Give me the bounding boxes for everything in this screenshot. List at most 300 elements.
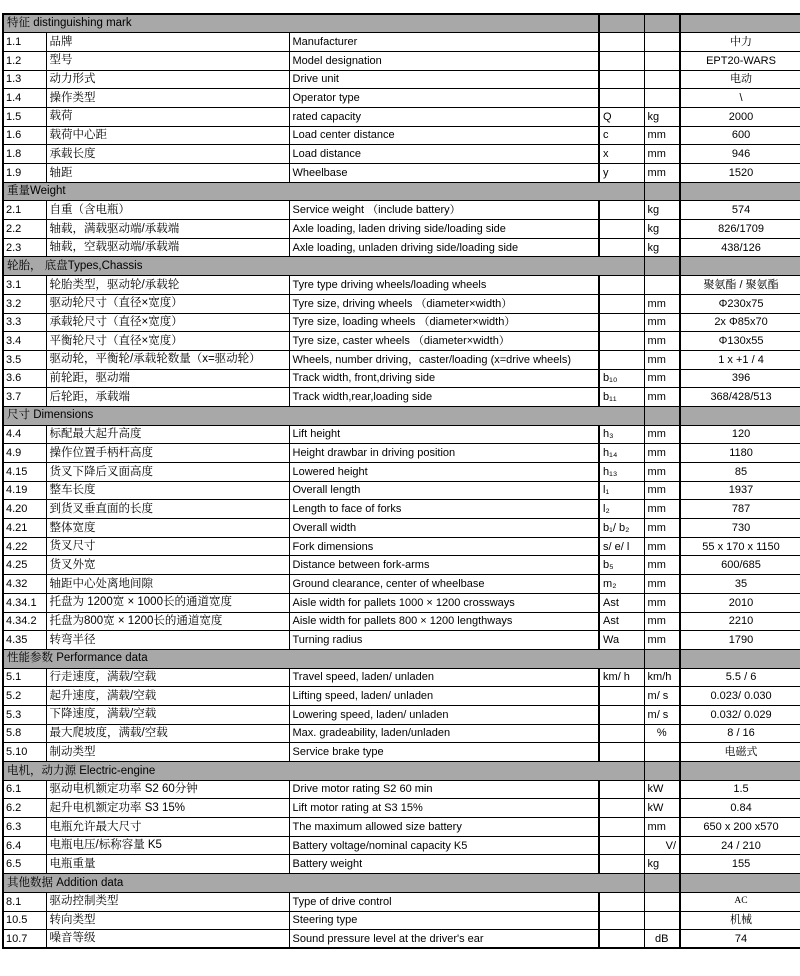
value: 35 [680, 575, 800, 594]
symbol: y [599, 164, 644, 183]
label-en: Distance between fork-arms [289, 556, 599, 575]
unit: mm [644, 444, 680, 463]
row-number: 4.4 [3, 425, 46, 444]
label-en: Service brake type [289, 743, 599, 762]
spec-row [3, 238, 800, 257]
symbol [599, 818, 644, 837]
symbol [599, 705, 644, 724]
row-number: 1.5 [3, 107, 46, 126]
spec-row [3, 332, 800, 351]
value: 0.023/ 0.030 [680, 687, 800, 706]
label-en: Lowered height [289, 463, 599, 482]
label-en: Track width,rear,loading side [289, 388, 599, 407]
label-en: Load distance [289, 145, 599, 164]
spec-row [3, 481, 800, 500]
symbol: l₂ [599, 500, 644, 519]
value: 2x Φ85x70 [680, 313, 800, 332]
symbol [599, 313, 644, 332]
value: 0.032/ 0.029 [680, 705, 800, 724]
symbol [599, 930, 644, 949]
unit: mm [644, 425, 680, 444]
value: 1 x +1 / 4 [680, 350, 800, 369]
label-en: Axle loading, unladen driving side/loading side [289, 238, 599, 257]
section-header-label: 性能参数 Performance data [3, 649, 644, 668]
unit [644, 892, 680, 911]
value: 电磁式 [680, 743, 800, 762]
label-en: Sound pressure level at the driver's ear [289, 930, 599, 949]
unit: km/h [644, 668, 680, 687]
section-header-row [3, 762, 800, 781]
spec-row [3, 911, 800, 930]
unit [644, 743, 680, 762]
value: AC [680, 892, 800, 911]
section-value-cell [680, 14, 800, 33]
spec-row [3, 687, 800, 706]
label-en: rated capacity [289, 107, 599, 126]
symbol: s/ e/ l [599, 537, 644, 556]
value: 2010 [680, 593, 800, 612]
symbol [599, 201, 644, 220]
symbol: x [599, 145, 644, 164]
symbol [599, 855, 644, 874]
section-header-label: 特征 distinguishing mark [3, 14, 599, 33]
section-unit-cell [644, 874, 680, 893]
label-zh: 电瓶允许最大尺寸 [46, 818, 289, 837]
label-en: Wheels, number driving，caster/loading (x=drive wheels) [289, 350, 599, 369]
unit: mm [644, 519, 680, 538]
unit: mm [644, 388, 680, 407]
label-en: Tyre type driving wheels/loading wheels [289, 276, 599, 295]
unit: mm [644, 294, 680, 313]
unit: mm [644, 369, 680, 388]
label-en: Manufacturer [289, 33, 599, 52]
spec-row [3, 780, 800, 799]
row-number: 1.9 [3, 164, 46, 183]
row-number: 1.3 [3, 70, 46, 89]
spec-row [3, 799, 800, 818]
label-zh: 载荷 [46, 107, 289, 126]
label-zh: 操作类型 [46, 89, 289, 108]
value: 574 [680, 201, 800, 220]
label-en: Service weight （include battery） [289, 201, 599, 220]
spec-row [3, 425, 800, 444]
value: 电动 [680, 70, 800, 89]
label-en: Steering type [289, 911, 599, 930]
label-zh: 噪音等级 [46, 930, 289, 949]
spec-row [3, 743, 800, 762]
row-number: 4.15 [3, 463, 46, 482]
label-zh: 货叉下降后叉面高度 [46, 463, 289, 482]
value: 120 [680, 425, 800, 444]
row-number: 6.4 [3, 836, 46, 855]
label-zh: 轴距中心处离地间隙 [46, 575, 289, 594]
section-unit-cell [644, 649, 680, 668]
spec-row [3, 276, 800, 295]
unit: mm [644, 126, 680, 145]
value: 85 [680, 463, 800, 482]
label-zh: 轴载，空载驱动端/承载端 [46, 238, 289, 257]
symbol: km/ h [599, 668, 644, 687]
spec-row [3, 537, 800, 556]
section-header-row [3, 257, 800, 276]
label-en: Travel speed, laden/ unladen [289, 668, 599, 687]
value: 600 [680, 126, 800, 145]
section-value-cell [680, 406, 800, 425]
row-number: 3.7 [3, 388, 46, 407]
section-unit-cell [644, 182, 680, 201]
label-en: Lift motor rating at S3 15% [289, 799, 599, 818]
row-number: 5.8 [3, 724, 46, 743]
symbol [599, 33, 644, 52]
symbol [599, 836, 644, 855]
value: 74 [680, 930, 800, 949]
label-en: Aisle width for pallets 1000 × 1200 crossways [289, 593, 599, 612]
symbol: Wa [599, 631, 644, 650]
section-header-label: 重量Weight [3, 182, 644, 201]
symbol: l₁ [599, 481, 644, 500]
spec-row [3, 294, 800, 313]
symbol [599, 294, 644, 313]
unit: mm [644, 145, 680, 164]
row-number: 5.3 [3, 705, 46, 724]
section-header-row [3, 649, 800, 668]
label-en: Tyre size, driving wheels （diameter×width） [289, 294, 599, 313]
label-zh: 驱动轮尺寸（直径×宽度） [46, 294, 289, 313]
section-header-row [3, 874, 800, 893]
label-zh: 自重（含电瓶） [46, 201, 289, 220]
row-number: 4.35 [3, 631, 46, 650]
unit: mm [644, 575, 680, 594]
row-number: 3.1 [3, 276, 46, 295]
label-zh: 操作位置手柄杆高度 [46, 444, 289, 463]
row-number: 4.22 [3, 537, 46, 556]
row-number: 1.1 [3, 33, 46, 52]
value: Φ230x75 [680, 294, 800, 313]
spec-row [3, 930, 800, 949]
row-number: 4.34.1 [3, 593, 46, 612]
spec-row [3, 724, 800, 743]
unit: kg [644, 201, 680, 220]
label-zh: 到货叉垂直面的长度 [46, 500, 289, 519]
unit: mm [644, 350, 680, 369]
row-number: 4.21 [3, 519, 46, 538]
label-en: Type of drive control [289, 892, 599, 911]
label-zh: 电瓶电压/标称容量 K5 [46, 836, 289, 855]
value: 1790 [680, 631, 800, 650]
unit [644, 51, 680, 70]
spec-row [3, 126, 800, 145]
unit: % [644, 724, 680, 743]
section-unit-cell [644, 14, 680, 33]
value: 600/685 [680, 556, 800, 575]
value: 24 / 210 [680, 836, 800, 855]
label-en: Axle loading, laden driving side/loading side [289, 220, 599, 239]
symbol [599, 687, 644, 706]
label-zh: 平衡轮尺寸（直径×宽度） [46, 332, 289, 351]
value: 650 x 200 x570 [680, 818, 800, 837]
label-en: Load center distance [289, 126, 599, 145]
label-en: Max. gradeability, laden/unladen [289, 724, 599, 743]
label-zh: 起升电机额定功率 S3 15% [46, 799, 289, 818]
row-number: 4.19 [3, 481, 46, 500]
unit: kg [644, 220, 680, 239]
label-zh: 承载长度 [46, 145, 289, 164]
label-en: Lifting speed, laden/ unladen [289, 687, 599, 706]
row-number: 5.1 [3, 668, 46, 687]
spec-row [3, 500, 800, 519]
label-en: Lowering speed, laden/ unladen [289, 705, 599, 724]
label-en: Aisle width for pallets 800 × 1200 lengthways [289, 612, 599, 631]
section-value-cell [680, 649, 800, 668]
unit [644, 70, 680, 89]
value: 8 / 16 [680, 724, 800, 743]
label-zh: 转弯半径 [46, 631, 289, 650]
section-header-row [3, 14, 800, 33]
spec-table [2, 13, 800, 949]
value: 0.84 [680, 799, 800, 818]
label-zh: 下降速度，满载/空载 [46, 705, 289, 724]
value: 1520 [680, 164, 800, 183]
value: 55 x 170 x 1150 [680, 537, 800, 556]
label-zh: 最大爬坡度，满载/空载 [46, 724, 289, 743]
row-number: 4.20 [3, 500, 46, 519]
unit: m/ s [644, 687, 680, 706]
symbol [599, 238, 644, 257]
label-en: Fork dimensions [289, 537, 599, 556]
unit: mm [644, 537, 680, 556]
unit [644, 276, 680, 295]
label-zh: 起升速度，满载/空载 [46, 687, 289, 706]
symbol: b₁/ b₂ [599, 519, 644, 538]
label-zh: 货叉尺寸 [46, 537, 289, 556]
unit: mm [644, 481, 680, 500]
section-unit-cell [644, 762, 680, 781]
label-en: Battery weight [289, 855, 599, 874]
label-en: Wheelbase [289, 164, 599, 183]
row-number: 6.5 [3, 855, 46, 874]
value: 5.5 / 6 [680, 668, 800, 687]
section-value-cell [680, 762, 800, 781]
label-en: Drive unit [289, 70, 599, 89]
spec-row [3, 444, 800, 463]
spec-row [3, 164, 800, 183]
spec-row [3, 107, 800, 126]
spec-row [3, 593, 800, 612]
value: 368/428/513 [680, 388, 800, 407]
row-number: 3.3 [3, 313, 46, 332]
symbol [599, 780, 644, 799]
symbol [599, 799, 644, 818]
unit [644, 89, 680, 108]
section-value-cell [680, 874, 800, 893]
spec-row [3, 33, 800, 52]
value: 730 [680, 519, 800, 538]
label-zh: 转向类型 [46, 911, 289, 930]
value: 946 [680, 145, 800, 164]
spec-row [3, 705, 800, 724]
spec-row [3, 892, 800, 911]
row-number: 2.1 [3, 201, 46, 220]
row-number: 4.34.2 [3, 612, 46, 631]
spec-row [3, 220, 800, 239]
row-number: 3.6 [3, 369, 46, 388]
label-en: Height drawbar in driving position [289, 444, 599, 463]
label-zh: 标配最大起升高度 [46, 425, 289, 444]
symbol [599, 724, 644, 743]
value: 中力 [680, 33, 800, 52]
symbol: h₁₃ [599, 463, 644, 482]
label-zh: 托盘为 1200宽 × 1000长的通道宽度 [46, 593, 289, 612]
label-zh: 整车长度 [46, 481, 289, 500]
symbol [599, 332, 644, 351]
row-number: 3.4 [3, 332, 46, 351]
label-zh: 驱动电机额定功率 S2 60分钟 [46, 780, 289, 799]
spec-row [3, 556, 800, 575]
symbol [599, 220, 644, 239]
value: 438/126 [680, 238, 800, 257]
symbol: b₁₁ [599, 388, 644, 407]
label-zh: 品牌 [46, 33, 289, 52]
section-value-cell [680, 257, 800, 276]
unit: kW [644, 799, 680, 818]
row-number: 4.9 [3, 444, 46, 463]
unit: dB [644, 930, 680, 949]
label-en: Drive motor rating S2 60 min [289, 780, 599, 799]
unit: kg [644, 855, 680, 874]
label-zh: 制动类型 [46, 743, 289, 762]
row-number: 1.6 [3, 126, 46, 145]
section-header-row [3, 406, 800, 425]
symbol: Ast [599, 612, 644, 631]
spec-row [3, 668, 800, 687]
label-zh: 轮胎类型，驱动轮/承载轮 [46, 276, 289, 295]
label-zh: 承载轮尺寸（直径×宽度） [46, 313, 289, 332]
section-unit-cell [644, 406, 680, 425]
symbol: c [599, 126, 644, 145]
unit: m/ s [644, 705, 680, 724]
unit: mm [644, 463, 680, 482]
label-en: Length to face of forks [289, 500, 599, 519]
spec-row [3, 575, 800, 594]
section-symbol-cell [599, 14, 644, 33]
value: 2210 [680, 612, 800, 631]
label-zh: 轴载，满载驱动端/承载端 [46, 220, 289, 239]
value: 396 [680, 369, 800, 388]
symbol: b₁₀ [599, 369, 644, 388]
unit [644, 911, 680, 930]
unit: kg [644, 107, 680, 126]
label-en: Overall width [289, 519, 599, 538]
section-header-label: 尺寸 Dimensions [3, 406, 644, 425]
value: 155 [680, 855, 800, 874]
label-en: Lift height [289, 425, 599, 444]
spec-row [3, 818, 800, 837]
row-number: 1.2 [3, 51, 46, 70]
label-zh: 驱动轮，平衡轮/承载轮数量（x=驱动轮） [46, 350, 289, 369]
spec-row [3, 463, 800, 482]
unit: mm [644, 164, 680, 183]
label-zh: 电瓶重量 [46, 855, 289, 874]
label-en: Track width, front,driving side [289, 369, 599, 388]
unit: mm [644, 500, 680, 519]
label-zh: 型号 [46, 51, 289, 70]
section-header-label: 其他数据 Addition data [3, 874, 644, 893]
row-number: 3.5 [3, 350, 46, 369]
unit: mm [644, 818, 680, 837]
spec-row [3, 369, 800, 388]
value: 1937 [680, 481, 800, 500]
label-zh: 托盘为800宽 × 1200长的通道宽度 [46, 612, 289, 631]
spec-row [3, 201, 800, 220]
label-zh: 动力形式 [46, 70, 289, 89]
row-number: 3.2 [3, 294, 46, 313]
symbol [599, 51, 644, 70]
value: 1180 [680, 444, 800, 463]
unit: mm [644, 313, 680, 332]
row-number: 5.2 [3, 687, 46, 706]
value: 787 [680, 500, 800, 519]
row-number: 6.2 [3, 799, 46, 818]
spec-row [3, 388, 800, 407]
section-header-label: 电机，动力源 Electric-engine [3, 762, 644, 781]
value: EPT20-WARS [680, 51, 800, 70]
symbol: Ast [599, 593, 644, 612]
row-number: 1.4 [3, 89, 46, 108]
unit [644, 33, 680, 52]
section-unit-cell [644, 257, 680, 276]
spec-table-body [3, 14, 800, 948]
unit: mm [644, 332, 680, 351]
value: 机械 [680, 911, 800, 930]
symbol [599, 70, 644, 89]
row-number: 6.3 [3, 818, 46, 837]
label-zh: 驱动控制类型 [46, 892, 289, 911]
label-en: Tyre size, caster wheels （diameter×width） [289, 332, 599, 351]
spec-row [3, 145, 800, 164]
row-number: 8.1 [3, 892, 46, 911]
label-zh: 前轮距，驱动端 [46, 369, 289, 388]
symbol [599, 276, 644, 295]
symbol: b₅ [599, 556, 644, 575]
row-number: 4.25 [3, 556, 46, 575]
label-en: Overall length [289, 481, 599, 500]
label-zh: 载荷中心距 [46, 126, 289, 145]
row-number: 10.7 [3, 930, 46, 949]
spec-row [3, 51, 800, 70]
label-zh: 整体宽度 [46, 519, 289, 538]
section-header-row [3, 182, 800, 201]
spec-row [3, 855, 800, 874]
spec-row [3, 519, 800, 538]
row-number: 4.32 [3, 575, 46, 594]
spec-row [3, 836, 800, 855]
label-zh: 货叉外宽 [46, 556, 289, 575]
section-header-label: 轮胎， 底盘Types,Chassis [3, 257, 644, 276]
spec-row [3, 70, 800, 89]
label-zh: 轴距 [46, 164, 289, 183]
label-en: Ground clearance, center of wheelbase [289, 575, 599, 594]
label-en: Operator type [289, 89, 599, 108]
symbol [599, 892, 644, 911]
value: \ [680, 89, 800, 108]
value: Φ130x55 [680, 332, 800, 351]
unit: mm [644, 631, 680, 650]
row-number: 1.8 [3, 145, 46, 164]
unit: kg [644, 238, 680, 257]
unit: kW [644, 780, 680, 799]
label-en: Tyre size, loading wheels （diameter×width） [289, 313, 599, 332]
spec-row [3, 612, 800, 631]
